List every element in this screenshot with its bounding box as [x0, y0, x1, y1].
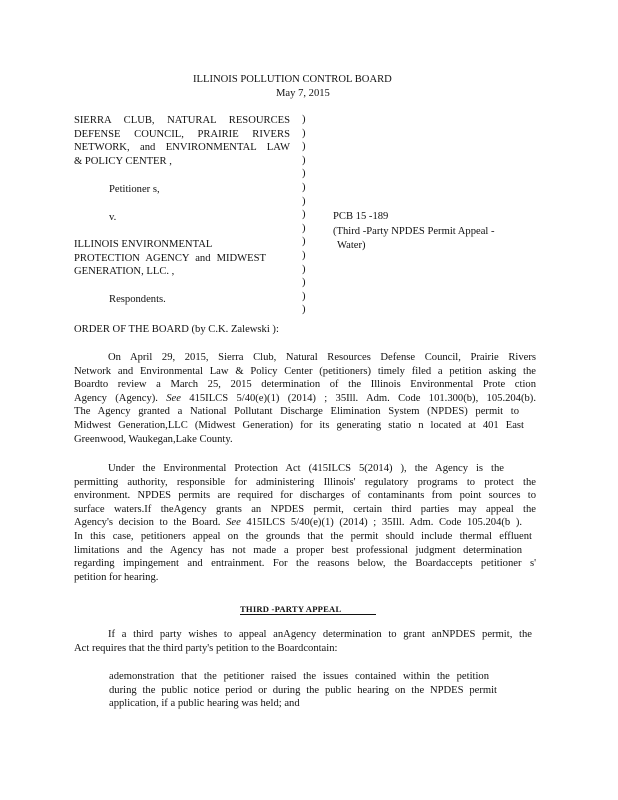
paragraph-line: In this case, petitioners appeal on the grounds that the permit should include thermal effluent	[74, 530, 532, 542]
paren: )	[302, 168, 306, 180]
respondents-line: PROTECTION AGENCY and MIDWEST	[74, 252, 266, 264]
citation-signal: See	[166, 392, 181, 404]
quote-line: during the public notice period or during the public hearing on the NPDES permit	[109, 684, 497, 696]
case-type: (Third -Party NPDES Permit Appeal -	[333, 226, 495, 237]
paragraph-line: Network and Environmental Law & Policy Center (petitioners) timely filed a petition asking the	[74, 365, 536, 377]
paragraph-line: environment. NPDES permits are required for discharges of contaminants from point sources to	[74, 490, 536, 502]
petitioners-block	[74, 114, 290, 168]
paragraph-line: Boardto review a March 25, 2015 determination of the Illinois Environmental Prote ction	[74, 379, 536, 391]
paren: )	[302, 236, 306, 248]
paren: )	[302, 114, 306, 125]
paragraph-line: regarding impingement and entrainment. For the reasons below, the Boardaccepts petitioner s'	[74, 558, 536, 570]
petitioners-line: & POLICY CENTER ,	[74, 155, 172, 167]
paragraph-line: On April 29, 2015, Sierra Club, Natural Resources Defense Council, Prairie Rivers	[108, 352, 536, 363]
petitioners-label: Petitioner s,	[109, 184, 160, 195]
paren: )	[302, 304, 306, 316]
citation-signal: See	[226, 517, 241, 529]
respondents-line: ILLINOIS ENVIRONMENTAL	[74, 239, 213, 250]
case-number: PCB 15 -189	[333, 211, 389, 222]
paragraph-line: petition for hearing.	[74, 571, 159, 583]
paragraph-line: Act requires that the third party's petition to the Boardcontain:	[74, 642, 338, 654]
petitioners-line: SIERRA CLUB, NATURAL RESOURCES	[74, 115, 290, 126]
versus-label: v.	[109, 212, 117, 223]
paragraph-line: Under the Environmental Protection Act (415ILCS 5(2014) ), the Agency is the	[108, 463, 504, 474]
paragraph-line: Agency's decision to the Board. See 415ILCS 5/40(e)(1) (2014) ; 35Ill. Adm. Code 105.204(b ).	[74, 517, 522, 529]
paren: )	[302, 249, 306, 261]
respondents-block	[74, 238, 266, 279]
paragraph-statutory-background	[74, 462, 536, 584]
paragraph-line: limitations and the Agency has not made a proper best professional judgment determination	[74, 544, 522, 556]
paren: )	[302, 209, 306, 221]
section-heading: THIRD -PARTY APPEAL	[240, 604, 376, 615]
caption-divider	[302, 113, 312, 317]
paren: )	[302, 277, 306, 289]
paren: )	[302, 141, 306, 153]
paragraph-line: If a third party wishes to appeal anAgency determination to grant anNPDES permit, the	[108, 629, 532, 640]
quote-line: application, if a public hearing was held; and	[109, 698, 300, 710]
paren: )	[302, 290, 306, 302]
paragraph-line: permitting authority, responsible for administering Illinois' regulatory programs to protect the	[74, 476, 536, 488]
paragraph-petition-summary	[74, 351, 536, 446]
paragraph-line: Agency (Agency). See 415ILCS 5/40(e)(1) (2014) ; 35Ill. Adm. Code 101.300(b), 105.204(b).	[74, 392, 536, 404]
board-name: ILLINOIS POLLUTION CONTROL BOARD	[193, 74, 392, 85]
quote-line: ademonstration that the petitioner raised the issues contained within the petition	[109, 671, 489, 682]
requirement-quote	[109, 670, 497, 711]
paren: )	[302, 181, 306, 193]
paren: )	[302, 154, 306, 166]
case-type-continued: Water)	[337, 240, 366, 251]
paren: )	[302, 127, 306, 139]
petitioners-line: NETWORK, and ENVIRONMENTAL LAW	[74, 142, 290, 154]
respondents-line: GENERATION, LLC. ,	[74, 266, 175, 278]
paragraph-line: Greenwood, Waukegan,Lake County.	[74, 433, 233, 445]
paren: )	[302, 263, 306, 275]
order-date: May 7, 2015	[276, 88, 330, 99]
order-heading: ORDER OF THE BOARD (by C.K. Zalewski ):	[74, 324, 279, 335]
paragraph-line: The Agency granted a National Pollutant Discharge Elimination System (NPDES) permit to	[74, 406, 519, 418]
paragraph-line: surface waters.If theAgency grants an NPDES permit, certain third parties may appeal the	[74, 503, 536, 515]
paren: )	[302, 195, 306, 207]
paragraph-line: Midwest Generation,LLC (Midwest Generation) for its generating statio n located at 401 East	[74, 419, 524, 431]
respondents-label: Respondents.	[109, 294, 166, 305]
paren: )	[302, 222, 306, 234]
paragraph-third-party-requirements	[74, 628, 532, 655]
petitioners-line: DEFENSE COUNCIL, PRAIRIE RIVERS	[74, 128, 290, 140]
